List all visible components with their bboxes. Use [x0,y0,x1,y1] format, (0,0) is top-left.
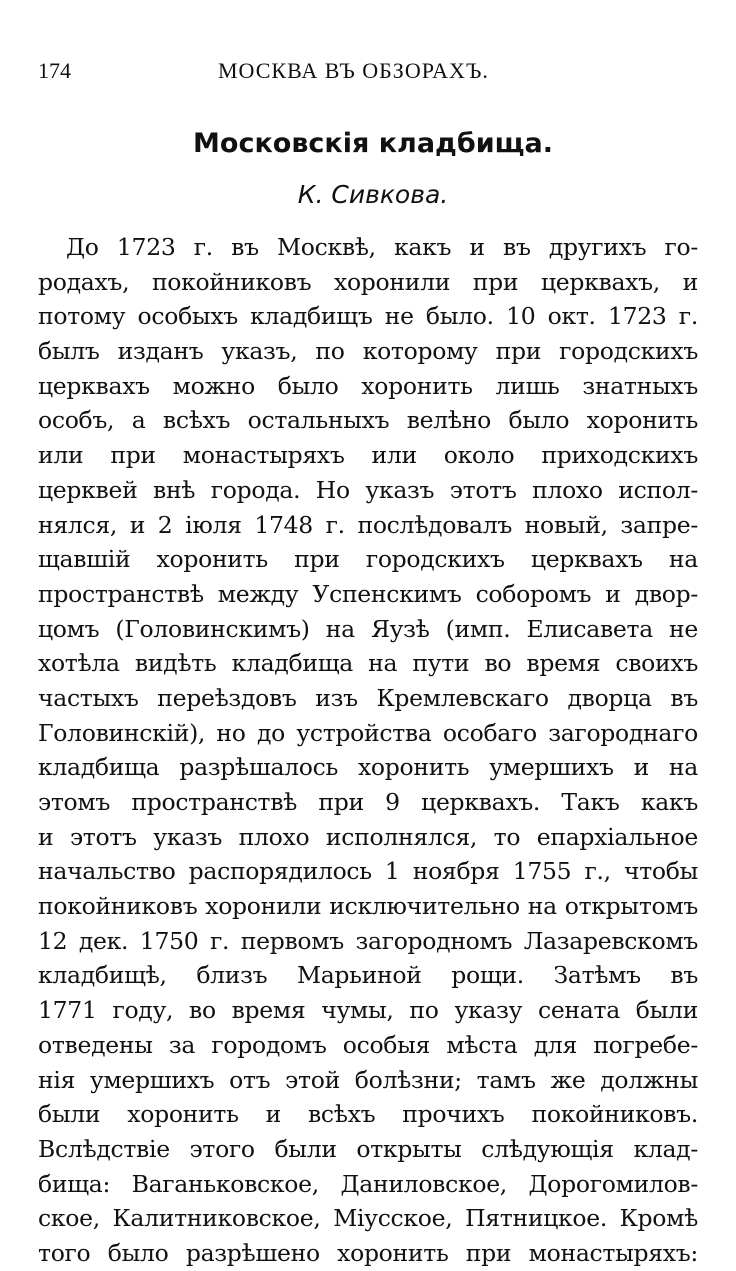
running-head [38,58,702,88]
page-number: 174 [38,58,71,83]
text-line: пространствѣ между Успенскимъ соборомъ и двор- [38,579,698,608]
text-line: этомъ пространствѣ при 9 церквахъ. Такъ какъ [38,788,698,816]
text-line: 1771 году, во время чумы, по указу сената были [38,996,698,1025]
text-line: частыхъ переѣздовъ изъ Кремлевскаго дворца въ [38,683,698,712]
text-line: Головинскій), но до устройства особаго загороднаго [38,718,698,747]
text-line: нялся, и 2 іюля 1748 г. послѣдовалъ новый, запре- [38,510,698,539]
text-line: начальство распорядилось 1 ноября 1755 г., чтобы [38,857,698,886]
text-line: кладбищѣ, близъ Марьиной рощи. Затѣмъ въ [38,961,698,990]
text-line: ское, Калитниковское, Міусское, Пятницкое. Кромѣ [38,1204,698,1233]
text-line: были хоронить и всѣхъ прочихъ покойниковъ. [38,1100,698,1129]
text-line: потому особыхъ кладбищъ не было. 10 окт. 1723 г. [38,302,698,331]
text-line: отведены за городомъ особыя мѣста для погребе- [38,1030,698,1059]
text-line: щавшій хоронить при городскихъ церквахъ на [38,545,698,574]
text-line: бища: Ваганьковское, Даниловское, Дорогомилов- [38,1169,698,1198]
text-line: цомъ (Головинскимъ) на Яузѣ (имп. Елисавета не [38,614,698,643]
text-line: и этотъ указъ плохо исполнялся, то епархіальное [38,822,698,851]
article-body [38,230,698,1271]
text-line: До 1723 г. въ Москвѣ, какъ и въ другихъ го- [66,233,698,261]
text-line: особъ, а всѣхъ остальныхъ велѣно было хоронить [38,406,698,435]
text-line: нія умершихъ отъ этой болѣзни; тамъ же должны [38,1065,698,1094]
article-title: Московскія кладбища. [193,128,553,159]
text-line: покойниковъ хоронили исключительно на открытомъ [38,892,698,921]
article-author: К. Сивкова. [297,180,449,209]
text-line: того было разрѣшено хоронить при монастыряхъ: [38,1238,698,1267]
text-line: былъ изданъ указъ, по которому при городскихъ [38,337,698,366]
text-line: хотѣла видѣть кладбища на пути во время своихъ [38,649,698,678]
text-line: 12 дек. 1750 г. первомъ загородномъ Лазаревскомъ [38,926,698,955]
text-line: Вслѣдствіе этого были открыты слѣдующія клад- [38,1134,698,1163]
text-line: церквей внѣ города. Но указъ этотъ плохо испол- [38,475,698,504]
running-title: МОСКВА ВЪ ОБЗОРАХЪ. [218,58,489,83]
text-line: церквахъ можно было хоронить лишь знатныхъ [38,371,698,400]
text-line: родахъ, покойниковъ хоронили при церквахъ, и [38,267,698,296]
text-line: кладбища разрѣшалось хоронить умершихъ и на [38,753,698,782]
text-line: или при монастыряхъ или около приходскихъ [38,441,698,470]
